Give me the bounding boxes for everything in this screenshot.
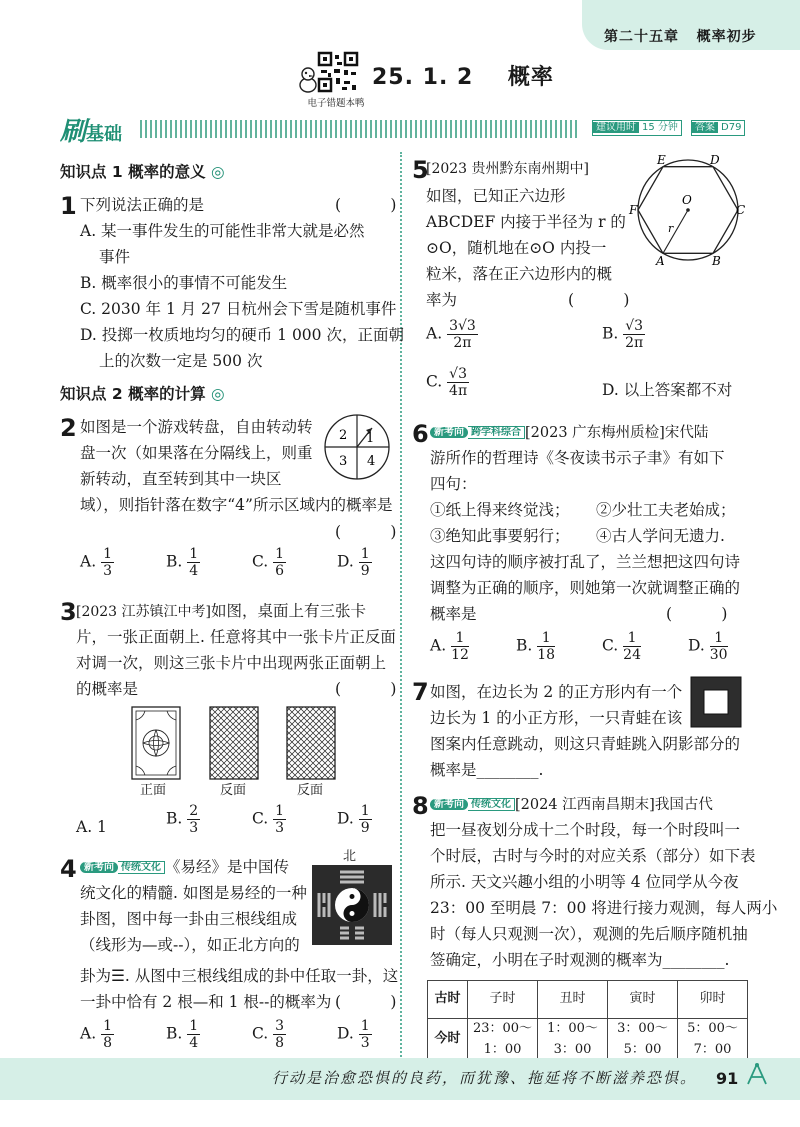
q2-answer-paren[interactable]: ( ) <box>335 523 397 541</box>
q6-line-7: 调整为正确的顺序，则她第一次就调整正确的 <box>430 579 741 597</box>
q6-poem-1: ①纸上得来终觉浅； <box>430 501 570 519</box>
knowledge-point-1 <box>60 160 225 185</box>
spinner-label-3: 3 <box>339 454 348 469</box>
q4-option-a: A. $\frac{1}{8}$ <box>80 1018 112 1052</box>
q6-poem-3: ③绝知此事要躬行； <box>430 527 570 545</box>
q7-line-4[interactable]: 概率是________. <box>430 761 544 779</box>
q7-line-1: 如图，在边长为 2 的正方形内有一个 <box>430 683 683 701</box>
q5-option-c: C. $\frac{√3}{4\pi}$ <box>426 366 468 400</box>
column-divider <box>400 152 402 1057</box>
q1-number: 1 <box>60 192 77 220</box>
target-icon: ◎ <box>210 385 225 403</box>
compass-icon <box>744 1062 770 1086</box>
bagua-figure <box>312 865 392 945</box>
q6-tag: 新考向 跨学科综合 <box>430 425 525 441</box>
spinner-label-2: 2 <box>339 428 348 443</box>
q4-option-c: C. $\frac{3}{8}$ <box>252 1018 285 1052</box>
band-title-main: 刷 <box>60 117 87 147</box>
hex-label-b: B <box>712 254 721 268</box>
q8-line-6: 时（每人只观测一次），观测的先后顺序随机抽 <box>430 925 748 943</box>
q3-option-b: B. $\frac{2}{3}$ <box>166 803 199 837</box>
bagua-north-label: 北 <box>343 849 357 864</box>
duck-mascot-icon <box>297 66 319 94</box>
band-title-sub: 基础 <box>86 124 123 145</box>
section-title: 25. 1. 2 概率 <box>372 65 554 90</box>
time-table <box>427 980 748 1062</box>
band-title <box>60 111 122 153</box>
q4-line-4: （线形为—或--），如正北方向的 <box>80 936 300 954</box>
q1-stem: 下列说法正确的是 <box>80 196 205 214</box>
q6-number: 6 <box>412 420 429 448</box>
q2-line-4: 域），则指针落在数字“4”所示区域内的概率是 <box>80 496 393 514</box>
q7-line-3: 图案内任意跳动，则这只青蛙跳入阴影部分的 <box>430 735 741 753</box>
table-cell: 卯时 <box>678 981 748 1019</box>
answer-label: 答案 <box>692 122 718 133</box>
hex-label-r: r <box>668 222 674 235</box>
q1-answer-paren[interactable]: ( ) <box>335 196 397 214</box>
q5-line-2: ABCDEF 内接于半径为 r 的 <box>426 213 626 231</box>
card-back-1-label: 反面 <box>220 783 247 798</box>
q5-line-3: ⊙O，随机地在⊙O 内投一 <box>426 239 607 257</box>
q4-option-d: D. $\frac{1}{3}$ <box>337 1018 370 1052</box>
qr-caption: 电子错题本鸭 <box>307 98 365 109</box>
q6-line-1 <box>430 420 708 445</box>
q2-option-d: D. $\frac{1}{9}$ <box>337 546 370 580</box>
q2-line-1: 如图是一个游戏转盘，自由转动转 <box>80 418 313 436</box>
spinner-figure <box>322 412 392 482</box>
q7-number: 7 <box>412 678 429 706</box>
hexagon-circle-figure <box>630 152 746 268</box>
q6-answer-paren[interactable]: ( ) <box>666 605 728 623</box>
hex-label-f: F <box>629 203 638 217</box>
q5-number: 5 <box>412 156 429 184</box>
q4-line-6: 一卦中恰有 2 根—和 1 根--的概率为 <box>80 993 332 1011</box>
q6-option-d: D. $\frac{1}{30}$ <box>688 630 728 664</box>
time-value: 15 分钟 <box>642 122 678 133</box>
q5-option-b: B. $\frac{√3}{2\pi}$ <box>602 318 644 352</box>
q8-line-2: 把一昼夜划分成十二个时段，每一个时段叫一 <box>430 821 741 839</box>
q2-number: 2 <box>60 414 77 442</box>
q8-line-7[interactable]: 签确定，小明在子时观测的概率为________. <box>430 951 730 969</box>
q5-line-4: 粒米，落在正六边形内的概 <box>426 265 613 283</box>
knowledge-point-2 <box>60 382 225 407</box>
table-cell: 子时 <box>468 981 538 1019</box>
q5-answer-paren[interactable]: ( ) <box>568 291 630 309</box>
band-stripes <box>140 120 580 138</box>
q6-option-b: B. $\frac{1}{18}$ <box>516 630 556 664</box>
q1-option-c: C. 2030 年 1 月 27 日杭州会下雪是随机事件 <box>80 300 397 318</box>
table-header-ancient: 古时 <box>428 981 468 1019</box>
q6-option-c: C. $\frac{1}{24}$ <box>602 630 641 664</box>
q3-line-3: 对调一次，则这三张卡片中出现两张正面朝上 <box>76 654 387 672</box>
q6-line-3: 四句： <box>430 475 477 493</box>
q2-line-2: 盘一次（如果落在分隔线上，则重 <box>80 444 313 462</box>
q3-line-1-rest: 如图，桌面上有三张卡 <box>211 602 367 620</box>
q6-option-a: A. $\frac{1}{12}$ <box>430 630 469 664</box>
chapter-label: 第二十五章 概率初步 <box>604 29 757 45</box>
hex-label-d: D <box>710 153 720 167</box>
table-cell: 23：00～ 1：00 <box>468 1019 538 1062</box>
q3-line-2: 片，一张正面朝上. 任意将其中一张卡片正反面 <box>76 628 396 646</box>
q6-line-6: 这四句诗的顺序被打乱了，兰兰想把这四句诗 <box>430 553 741 571</box>
q1-option-d: D. 投掷一枚质地均匀的硬币 1 000 次，正面朝 <box>80 326 404 344</box>
q3-option-d: D. $\frac{1}{9}$ <box>337 803 370 837</box>
q4-line-1 <box>80 855 289 880</box>
table-row <box>428 981 748 1019</box>
q4-line-5: 卦为☰. 从图中三根线组成的卦中任取一卦，这 <box>80 967 399 985</box>
q4-line-1-rest: 《易经》是中国传 <box>165 858 290 876</box>
card-back-1 <box>209 706 259 780</box>
table-row <box>428 1019 748 1062</box>
page-number: 91 <box>716 1069 739 1088</box>
q8-line-1 <box>430 792 713 817</box>
spinner-label-1: 1 <box>366 431 375 446</box>
q8-line-4: 所示. 天文兴趣小组的小明等 4 位同学从今夜 <box>430 873 739 891</box>
hex-label-e: E <box>657 153 666 167</box>
table-cell: 5：00～ 7：00 <box>678 1019 748 1062</box>
q8-line-5: 23：00 至明晨 7：00 将进行接力观测，每人两小 <box>430 899 778 917</box>
time-label: 建议用时 <box>593 122 639 133</box>
hex-label-a: A <box>656 254 665 268</box>
q6-line-8: 概率是 <box>430 605 477 623</box>
q3-answer-paren[interactable]: ( ) <box>335 680 397 698</box>
q4-line-3: 卦图，图中每一卦由三根线组成 <box>80 910 298 928</box>
q1-option-a: A. 某一事件发生的可能性非常大就是必然 <box>80 222 365 240</box>
card-back-2-label: 反面 <box>297 783 324 798</box>
q5-source: [2023 贵州黔东南州期中] <box>426 161 590 177</box>
q2-option-a: A. $\frac{1}{3}$ <box>80 546 112 580</box>
q5-option-a: A. $\frac{3√3}{2\pi}$ <box>426 318 476 352</box>
q1-option-b: B. 概率很小的事情不可能发生 <box>80 274 288 292</box>
q2-line-3: 新转动，直至转到其中一块区 <box>80 470 282 488</box>
target-icon: ◎ <box>210 163 225 181</box>
q3-option-a: A. 1 <box>76 818 107 836</box>
hex-label-c: C <box>736 203 746 217</box>
q5-line-5: 率为 <box>426 291 458 309</box>
q2-option-b: B. $\frac{1}{4}$ <box>166 546 199 580</box>
table-cell: 寅时 <box>608 981 678 1019</box>
q1-option-d-cont: 上的次数一定是 500 次 <box>99 352 263 370</box>
squares-figure <box>690 676 742 728</box>
q8-source: [2024 江西南昌期末]我国古代 <box>515 797 713 813</box>
kp2-label: 知识点 2 概率的计算 <box>60 385 206 403</box>
q8-number: 8 <box>412 792 429 820</box>
q3-line-1 <box>76 599 366 624</box>
q4-option-b: B. $\frac{1}{4}$ <box>166 1018 199 1052</box>
q3-line-4: 的概率是 <box>76 680 139 698</box>
table-cell: 3：00～ 5：00 <box>608 1019 678 1062</box>
card-front <box>131 706 181 780</box>
q6-line-2: 游所作的哲理诗《冬夜读书示子聿》有如下 <box>430 449 725 467</box>
answer-chip <box>691 120 745 136</box>
time-chip <box>592 120 682 136</box>
q6-source: [2023 广东梅州质检]宋代陆 <box>525 425 709 441</box>
kp1-label: 知识点 1 概率的意义 <box>60 163 206 181</box>
q4-answer-paren[interactable]: ( ) <box>335 993 397 1011</box>
q8-line-3: 个时辰，古时与今时的对应关系（部分）如下表 <box>430 847 756 865</box>
table-cell: 丑时 <box>538 981 608 1019</box>
qr-code-icon <box>318 52 358 92</box>
answer-page: D79 <box>721 122 742 133</box>
q3-number: 3 <box>60 598 77 626</box>
spinner-label-4: 4 <box>367 454 376 469</box>
hex-label-o: O <box>682 193 692 207</box>
table-header-modern: 今时 <box>428 1019 468 1062</box>
footer-motto: 行动是治愈恐惧的良药，而犹豫、拖延将不断滋养恐惧。 <box>272 1069 698 1087</box>
card-front-label: 正面 <box>140 783 167 798</box>
q6-poem-2: ②少壮工夫老始成； <box>596 501 736 519</box>
q5-line-1: 如图，已知正六边形 <box>426 187 566 205</box>
q4-line-2: 统文化的精髓. 如图是易经的一种 <box>80 884 307 902</box>
table-cell: 1：00～ 3：00 <box>538 1019 608 1062</box>
q1-option-a-cont: 事件 <box>99 248 131 266</box>
q3-option-c: C. $\frac{1}{3}$ <box>252 803 285 837</box>
q6-poem-4: ④古人学问无遗力. <box>596 527 725 545</box>
q4-tag: 新考向 传统文化 <box>80 860 165 876</box>
q2-option-c: C. $\frac{1}{6}$ <box>252 546 285 580</box>
q5-option-d: D. 以上答案都不对 <box>602 381 733 399</box>
card-back-2 <box>286 706 336 780</box>
q4-number: 4 <box>60 855 77 883</box>
q3-source: [2023 江苏镇江中考] <box>76 604 212 620</box>
q8-tag: 新考向 传统文化 <box>430 797 515 813</box>
q7-line-2: 边长为 1 的小正方形，一只青蛙在该 <box>430 709 683 727</box>
